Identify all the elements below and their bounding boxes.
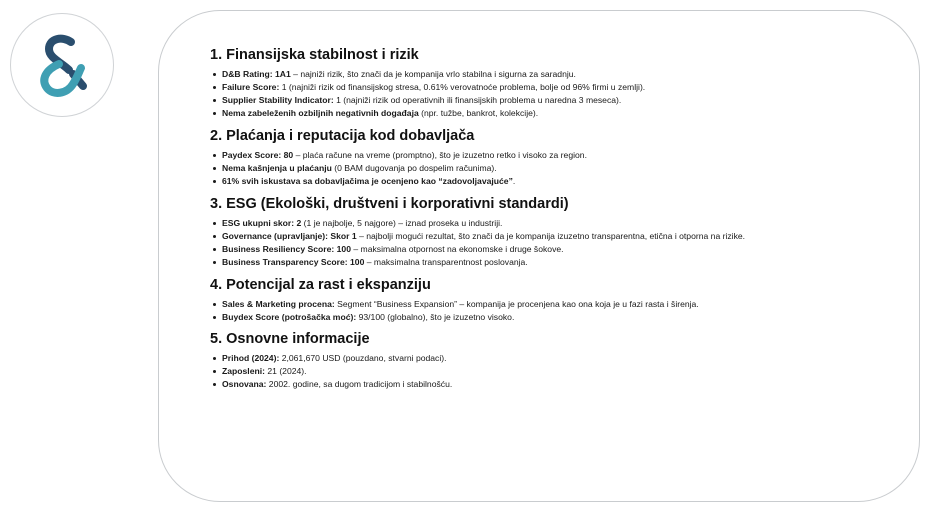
section-heading: 1. Finansijska stabilnost i rizik xyxy=(210,47,419,63)
list-item: Paydex Score: 80 – plaća račune na vreme (promptno), što je izuzetno retko i visoko za region. xyxy=(222,150,830,162)
list-item: Sales & Marketing procena: Segment “Business Expansion” – kompanija je procenjena kao ona koja je u fazi rasta i širenja. xyxy=(222,299,830,311)
section-heading: 2. Plaćanja i reputacija kod dobavljača xyxy=(210,127,475,144)
bullet-list xyxy=(210,218,830,269)
bullet-list xyxy=(210,150,830,188)
report-content xyxy=(210,46,830,398)
ampersand-icon xyxy=(33,34,93,98)
section-heading: 4. Potencijal za rast i ekspanziju xyxy=(210,276,431,293)
bullet-list xyxy=(210,353,830,391)
list-item: Prihod (2024): 2,061,670 USD (pouzdano, stvarni podaci). xyxy=(222,353,830,365)
list-item: D&B Rating: 1A1 – najniži rizik, što znači da je kompanija vrlo stabilna i sigurna za saradnju. xyxy=(222,69,830,81)
section-financial-stability xyxy=(210,46,830,120)
section-esg xyxy=(210,195,830,269)
list-item: Supplier Stability Indicator: 1 (najniži rizik od operativnih ili finansijskih problema u naredna 3 meseca). xyxy=(222,95,830,107)
list-item: Zaposleni: 21 (2024). xyxy=(222,366,830,378)
bullet-list xyxy=(210,69,830,120)
list-item: 61% svih iskustava sa dobavljačima je ocenjeno kao “zadovoljavajuće”. xyxy=(222,176,830,188)
list-item: Nema kašnjenja u plaćanju (0 BAM dugovanja po dospelim računima). xyxy=(222,163,830,175)
list-item: Osnovana: 2002. godine, sa dugom tradicijom i stabilnošću. xyxy=(222,379,830,391)
list-item: Business Resiliency Score: 100 – maksimalna otpornost na ekonomske i druge šokove. xyxy=(222,244,830,256)
section-payments-reputation xyxy=(210,127,830,188)
list-item: Business Transparency Score: 100 – maksimalna transparentnost poslovanja. xyxy=(222,257,830,269)
section-heading: 5. Osnovne informacije xyxy=(210,331,370,348)
section-heading: 3. ESG (Ekološki, društveni i korporativni standardi) xyxy=(210,195,569,212)
list-item: Failure Score: 1 (najniži rizik od finansijskog stresa, 0.61% verovatnoće problema, bolje od 96% firmi u zemlji). xyxy=(222,82,830,94)
section-basic-info xyxy=(210,330,830,391)
section-growth-potential xyxy=(210,276,830,324)
list-item: Buydex Score (potrošačka moć): 93/100 (globalno), što je izuzetno visoko. xyxy=(222,312,830,324)
list-item: Governance (upravljanje): Skor 1 – najbolji mogući rezultat, što znači da je kompanija izuzetno transparentna, etična i otporna na rizike. xyxy=(222,231,830,243)
company-logo xyxy=(10,13,114,117)
list-item: Nema zabeleženih ozbiljnih negativnih događaja (npr. tužbe, bankrot, kolekcije). xyxy=(222,108,830,120)
bullet-list xyxy=(210,299,830,324)
list-item: ESG ukupni skor: 2 (1 je najbolje, 5 najgore) – iznad proseka u industriji. xyxy=(222,218,830,230)
